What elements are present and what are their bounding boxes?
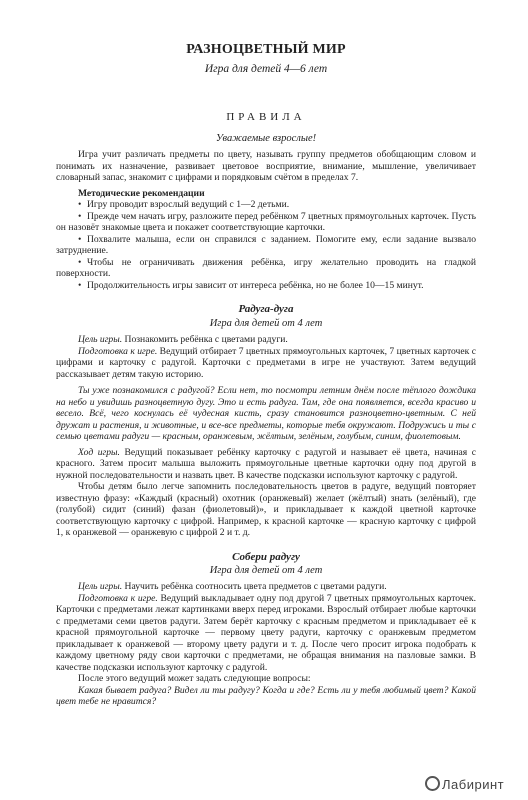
section-age-rainbow: Игра для детей от 4 лет <box>209 317 323 329</box>
methods-item: • Похвалите малыша, если он справился с заданием. Помогите ему, если задание вызвало затруднение. <box>56 233 476 257</box>
rainbow-goal: Цель игры. Познакомить ребёнка с цветами радуги. <box>78 334 288 346</box>
bullet-icon: • <box>78 256 82 268</box>
rainbow-preparation: Подготовка к игре. Ведущий отбирает 7 цветных прямоугольных карточек, 7 цветных карточек с цифрами и карточку с радугой. Карточки с предметами в игре не участвуют. Затем ведущий рассказывает детям такую историю. <box>56 345 476 380</box>
collect-goal: Цель игры. Научить ребёнка соотносить цвета предметов с цветами радуги. <box>78 581 387 593</box>
rules-heading: ПРАВИЛА <box>226 110 306 123</box>
section-age-collect: Игра для детей от 4 лет <box>209 564 323 576</box>
bullet-icon: • <box>78 199 82 211</box>
rainbow-story: Ты уже познакомился с радугой? Если нет, то посмотри летним днём после тёплого дождика на небо и увидишь разноцветную дугу. Это и есть радуга. Там, где она появляется, всегда красиво и весело. Всё, чего коснулась её чудесная кисть, сразу становится разноцветно-цветным. С ней дружат и растения, и животные, и все-все предметы, которые тебя окружают. Подружись и ты с семью цветами радуги — красным, оранжевым, жёлтым, зелёным, голубым, синим, фиолетовым. <box>56 385 476 443</box>
rainbow-game-flow: Ход игры. Ведущий показывает ребёнку карточку с радугой и называет её цвета, начиная с красного. Затем просит малыша выложить прямоугольные цветные карточки одну под другой в нужной последовательности и назвать цвет. В качестве подсказки используют карточку с радугой. <box>56 446 476 481</box>
adults-address: Уважаемые взрослые! <box>215 132 317 144</box>
bullet-icon: • <box>78 233 82 245</box>
page-title: РАЗНОЦВЕТНЫЙ МИР <box>186 42 346 57</box>
methods-item: • Чтобы не ограничивать движения ребёнка, игру желательно проводить на гладкой поверхности. <box>56 256 476 280</box>
methods-item: • Игру проводит взрослый ведущий с 1—2 детьми. <box>78 199 290 211</box>
watermark <box>425 776 504 793</box>
page-subtitle: Игра для детей 4—6 лет <box>204 62 328 75</box>
watermark-text: Лабиринт <box>442 777 505 792</box>
intro-paragraph: Игра учит различать предметы по цвету, называть группу предметов обобщающим словом и понимать их назначение, развивает цветовое восприятие, внимание, мышление, увеличивает словарный запас, знакомит с цифрами и порядковым счётом в пределах 7. <box>56 149 476 184</box>
collect-questions-intro: После этого ведущий может задать следующие вопросы: <box>78 673 311 685</box>
methods-heading: Методические рекомендации <box>78 187 205 199</box>
rainbow-mnemonic: Чтобы детям было легче запомнить последовательность цветов в радуге, ведущий повторяет известную фразу: «Каждый (красный) охотник (оранжевый) желает (жёлтый) знать (зелёный), где (голубой) сидит (синий) фазан (фиолетовый)», и прикладывает к каждой цветной карточке соответствующую карточку с цифрой. Например, к красной карточке — красную карточку с цифрой 1, к оранжевой — оранжевую с цифрой 2 и т. д. <box>56 481 476 539</box>
bullet-icon: • <box>78 210 82 222</box>
labyrinth-logo-icon <box>425 776 440 791</box>
section-title-collect: Собери радугу <box>232 550 300 563</box>
methods-item: • Продолжительность игры зависит от интереса ребёнка, но не более 10—15 минут. <box>78 279 424 291</box>
methods-list <box>56 199 476 291</box>
collect-questions: Какая бывает радуга? Видел ли ты радугу? Когда и где? Есть ли у тебя любимый цвет? Какой цвет тебе не нравится? <box>56 684 476 708</box>
methods-item: • Прежде чем начать игру, разложите перед ребёнком 7 цветных прямоугольных карточек. Пусть он назовёт знакомые цвета и покажет соответствующие карточки. <box>56 210 476 234</box>
document-page <box>56 42 476 708</box>
section-title-rainbow: Радуга-дуга <box>238 303 294 316</box>
bullet-icon: • <box>78 279 82 291</box>
collect-preparation: Подготовка к игре. Ведущий выкладывает одну под другой 7 цветных прямоугольных карточек. Карточки с предметами лежат картинками вверх перед игроками. Взрослый отбирает любые карточки с предметами семи цветов радуги. Затем берёт карточку с красным предметом и прикладывает её к красной прямоугольной карточке — первому цвету радуги, карточку с оранжевым предметом прикладывает к оранжевой — второму цвету радуги и т. д. После чего просит игрока подобрать к каждому цветному ряду свои карточки с предметами, не обращая внимания на пазловые замки. В качестве подсказки используют карточку с радугой. <box>56 592 476 673</box>
